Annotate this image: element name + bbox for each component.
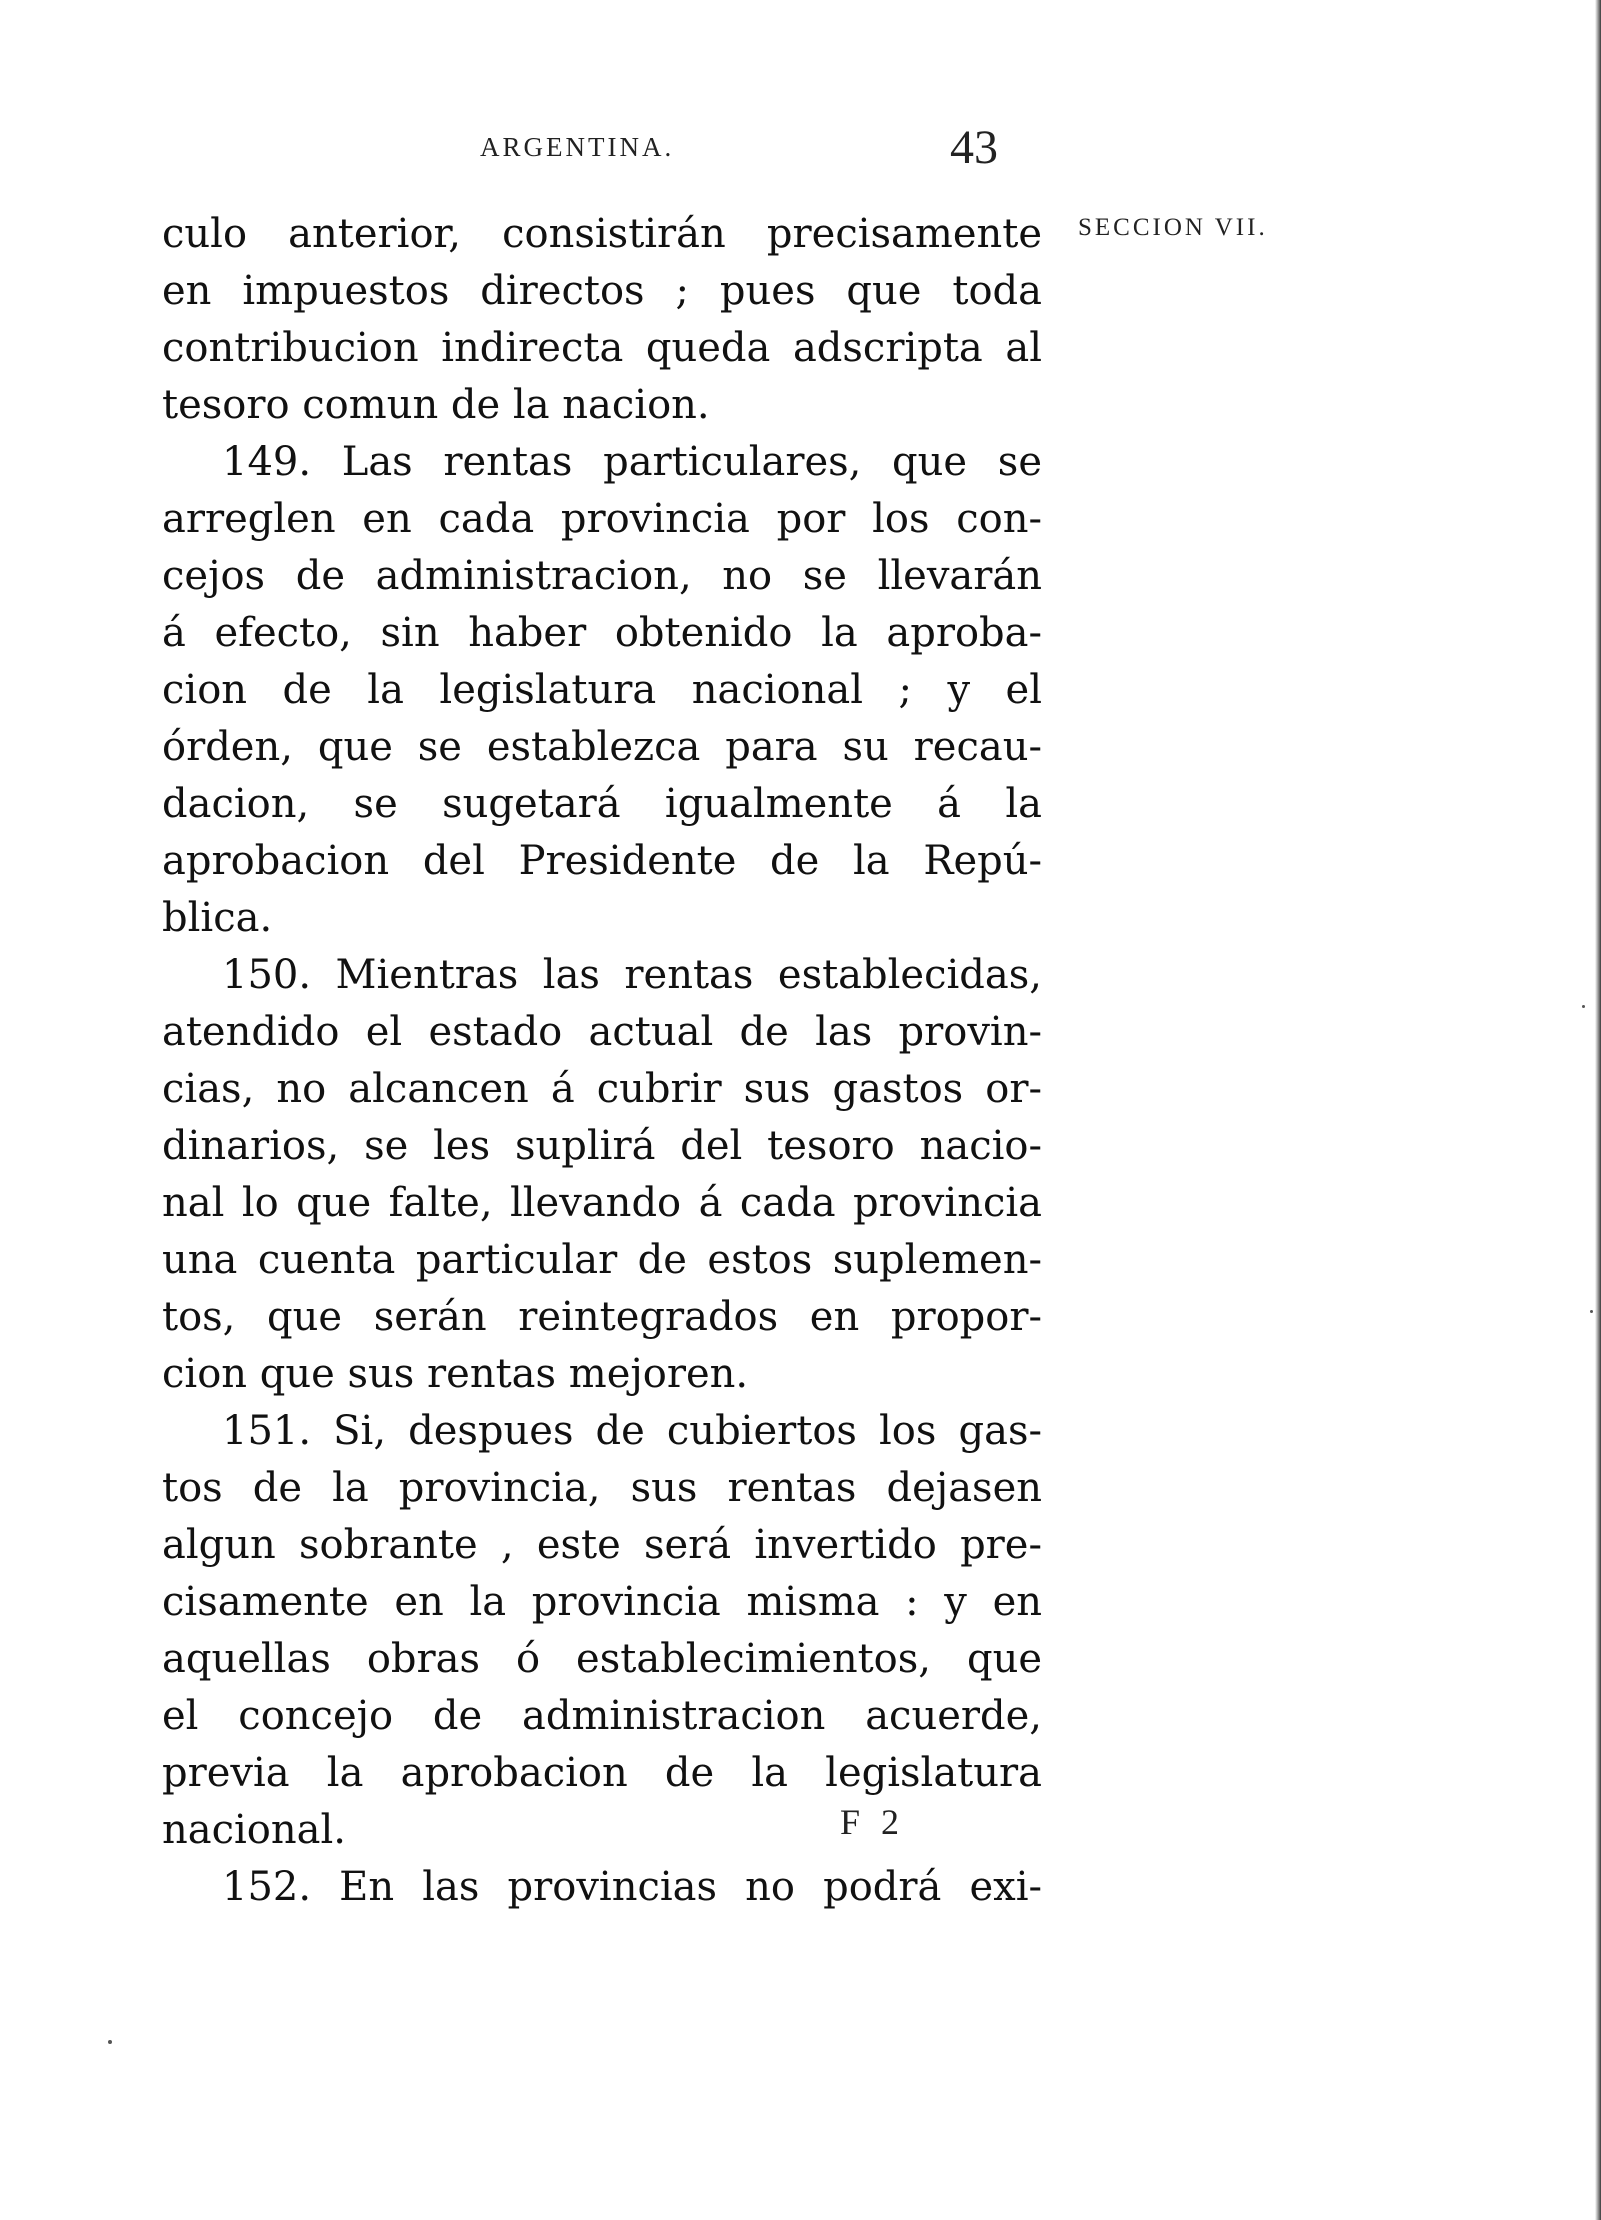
running-title: ARGENTINA. — [480, 132, 675, 162]
text-line: una cuenta particular de estos suplemen- — [162, 1237, 1042, 1283]
paper-speck — [108, 2040, 112, 2044]
page-number: 43 — [950, 121, 998, 174]
page-edge — [1595, 0, 1601, 2220]
text-line: nal lo que falte, llevando á cada provincia — [162, 1180, 1042, 1226]
text-line: cisamente en la provincia misma : y en — [162, 1579, 1042, 1625]
paragraph-start-152: 152. En las provincias no podrá exi- — [222, 1864, 1042, 1910]
text-line: cejos de administracion, no se llevarán — [162, 553, 1042, 599]
text-line: aquellas obras ó establecimientos, que — [162, 1636, 1042, 1682]
text-line: cion de la legislatura nacional ; y el — [162, 667, 1042, 713]
paper-speck — [1582, 1005, 1585, 1008]
margin-note: SECCION VII. — [1078, 214, 1268, 241]
signature-mark: F 2 — [840, 1802, 906, 1842]
text-line: cion que sus rentas mejoren. — [162, 1351, 749, 1397]
text-line: aprobacion del Presidente de la Repú- — [162, 838, 1042, 884]
text-line: contribucion indirecta queda adscripta al — [162, 325, 1042, 371]
text-line: en impuestos directos ; pues que toda — [162, 268, 1042, 314]
text-line: arreglen en cada provincia por los con- — [162, 496, 1042, 542]
text-line: algun sobrante , este será invertido pre- — [162, 1522, 1042, 1568]
text-line: cias, no alcancen á cubrir sus gastos or- — [162, 1066, 1042, 1112]
text-line: nacional. — [162, 1807, 347, 1853]
text-line: el concejo de administracion acuerde, — [162, 1693, 1042, 1739]
paragraph-start-151: 151. Si, despues de cubiertos los gas- — [222, 1408, 1042, 1454]
paragraph-start-150: 150. Mientras las rentas establecidas, — [222, 952, 1042, 998]
text-line: blica. — [162, 895, 273, 941]
text-line: atendido el estado actual de las provin- — [162, 1009, 1042, 1055]
body-text — [162, 206, 1042, 1916]
text-line: tos de la provincia, sus rentas dejasen — [162, 1465, 1042, 1511]
text-line: á efecto, sin haber obtenido la aproba- — [162, 610, 1042, 656]
text-line: dacion, se sugetará igualmente á la — [162, 781, 1042, 827]
paragraph-start-149: 149. Las rentas particulares, que se — [222, 439, 1042, 485]
paper-speck — [1590, 1310, 1593, 1313]
text-line: órden, que se establezca para su recau- — [162, 724, 1042, 770]
text-line: previa la aprobacion de la legislatura — [162, 1750, 1042, 1796]
text-line: tesoro comun de la nacion. — [162, 382, 710, 428]
text-line: culo anterior, consistirán precisamente — [162, 211, 1042, 257]
text-line: tos, que serán reintegrados en propor- — [162, 1294, 1042, 1340]
text-line: dinarios, se les suplirá del tesoro nacio- — [162, 1123, 1042, 1169]
